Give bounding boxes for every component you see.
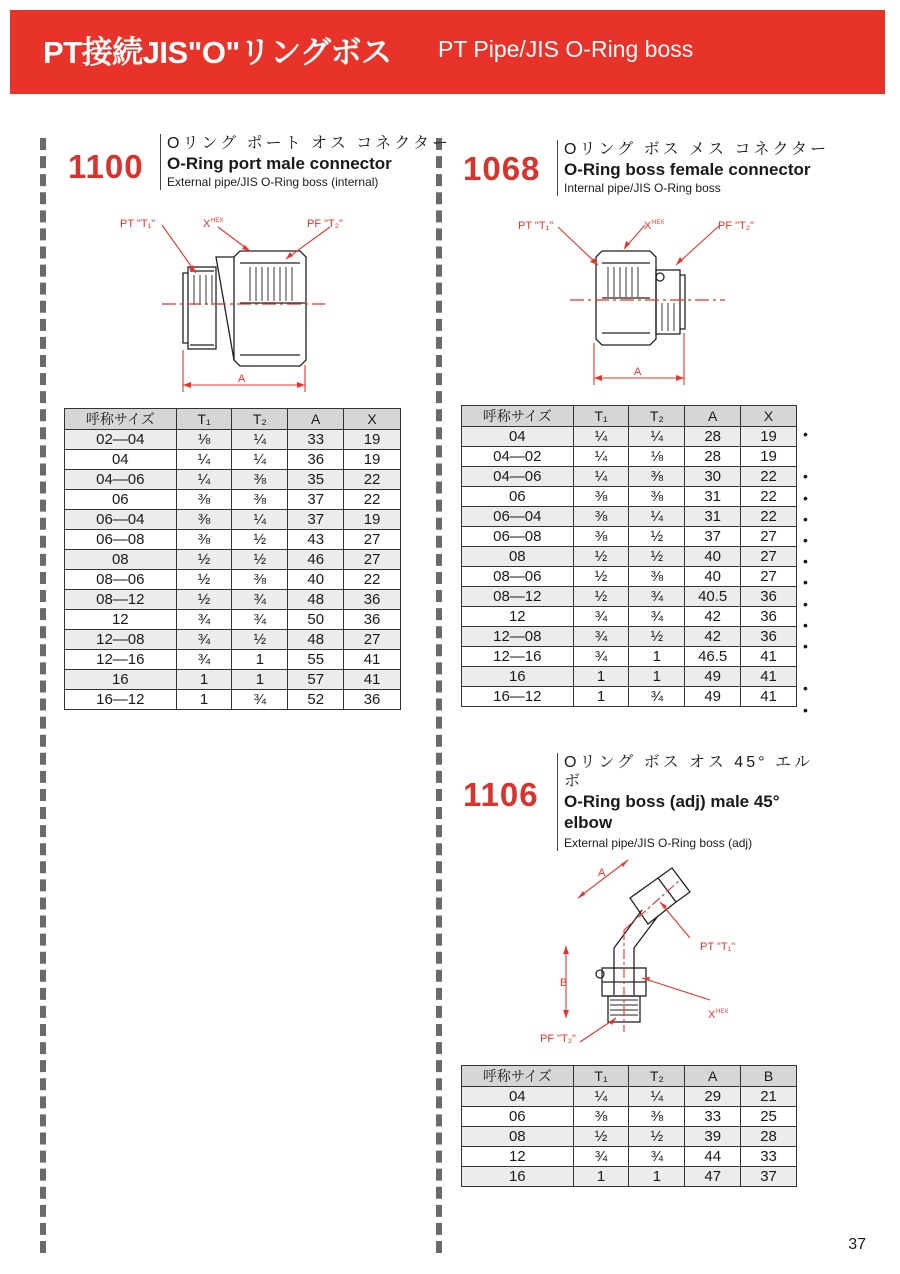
table-cell: ⅜	[232, 570, 288, 590]
page-title-en: PT Pipe/JIS O-Ring boss	[438, 36, 694, 62]
table-cell: ¾	[232, 590, 288, 610]
availability-mark: •	[803, 638, 808, 654]
table-cell: ½	[176, 590, 232, 610]
table-cell: ¼	[573, 1087, 629, 1107]
table-cell: 16—12	[462, 687, 574, 707]
table-cell: ½	[232, 530, 288, 550]
label-t1: PT "T₁"	[518, 220, 554, 232]
table-cell: ⅛	[176, 430, 232, 450]
availability-mark: •	[803, 468, 808, 485]
table-row	[462, 547, 797, 567]
table-cell: 48	[288, 630, 344, 650]
table-cell: 1	[232, 670, 288, 690]
table-cell: 12	[65, 610, 177, 630]
table-cell: ½	[629, 527, 685, 547]
table-cell: 28	[685, 427, 741, 447]
section-1068-title-jp: Oリング ボス メス コネクター	[564, 141, 830, 158]
table-cell: 36	[344, 610, 401, 630]
table-row	[462, 627, 797, 647]
section-1100-subtitle: External pipe/JIS O-Ring boss (internal)	[167, 175, 379, 189]
table-cell: ⅜	[573, 487, 629, 507]
label-t1: PT "T₁"	[120, 218, 156, 230]
table-cell: 02—04	[65, 430, 177, 450]
section-1106-title-jp: Oリング ボス オス 45° エルボ	[564, 754, 813, 790]
left-margin-rule	[40, 138, 46, 1253]
label-t2: PF "T₂"	[540, 1033, 576, 1045]
table-cell: ⅜	[629, 467, 685, 487]
table-cell: 16—12	[65, 690, 177, 710]
table-cell: ½	[232, 630, 288, 650]
table-cell: ¾	[629, 687, 685, 707]
table-cell: 06—08	[65, 530, 177, 550]
page-title-jp: PT接続JIS"O"リングボス	[43, 35, 392, 70]
table-cell: 36	[344, 590, 401, 610]
table-cell: 06—04	[462, 507, 574, 527]
table-cell: 1	[629, 647, 685, 667]
table-cell: ¼	[629, 1087, 685, 1107]
table-cell: 04	[462, 1087, 574, 1107]
label-hex: HEX	[716, 1009, 729, 1015]
table-cell: 36	[288, 450, 344, 470]
label-x: X	[708, 1009, 716, 1021]
table-cell: 33	[741, 1147, 797, 1167]
table-cell: ⅜	[176, 530, 232, 550]
availability-mark: •	[803, 616, 808, 633]
table-cell: ¼	[176, 450, 232, 470]
availability-mark: •	[803, 489, 808, 506]
table-cell: 22	[741, 507, 797, 527]
section-1068-subtitle: Internal pipe/JIS O-Ring boss	[564, 181, 721, 195]
label-hex: HEX	[652, 220, 665, 226]
table-cell: ½	[573, 587, 629, 607]
table-cell: 40	[685, 547, 741, 567]
table-cell: ¾	[232, 610, 288, 630]
availability-mark: •	[803, 680, 808, 697]
label-x: X	[644, 220, 652, 232]
table-cell: ¼	[176, 470, 232, 490]
table-cell: 41	[344, 650, 401, 670]
table-cell: ⅜	[176, 490, 232, 510]
elbow-body	[614, 910, 658, 948]
table-row	[65, 490, 401, 510]
table-cell: ½	[176, 550, 232, 570]
table-cell: 46.5	[685, 647, 741, 667]
section-1106-heading	[557, 753, 824, 851]
table-cell: ¼	[232, 450, 288, 470]
label-t2: PF "T₂"	[718, 220, 754, 232]
table-cell: 28	[685, 447, 741, 467]
section-1100-title-en: O-Ring port male connector	[167, 154, 392, 173]
column-divider-rule	[436, 138, 442, 1253]
table-cell: ½	[573, 1127, 629, 1147]
table-cell: 06	[65, 490, 177, 510]
table-cell: 40.5	[685, 587, 741, 607]
table-cell: 19	[344, 450, 401, 470]
table-cell: ⅛	[629, 447, 685, 467]
table-cell: 12—08	[65, 630, 177, 650]
table-row	[65, 670, 401, 690]
table-cell: 19	[344, 430, 401, 450]
table-cell: 27	[741, 567, 797, 587]
table-cell: 08	[462, 547, 574, 567]
table-cell: 12	[462, 607, 574, 627]
table-row	[65, 630, 401, 650]
table-row	[65, 570, 401, 590]
availability-mark: •	[803, 574, 808, 591]
table-cell: 55	[288, 650, 344, 670]
table-cell: ½	[176, 570, 232, 590]
table-cell: 04	[65, 450, 177, 470]
table-cell: 42	[685, 627, 741, 647]
table-cell: 36	[344, 690, 401, 710]
table-cell: 1	[573, 1167, 629, 1187]
availability-mark: •	[803, 510, 808, 527]
table-cell: 43	[288, 530, 344, 550]
spec-table-1106	[461, 1065, 797, 1187]
table-cell: 16	[462, 1167, 574, 1187]
table-cell: ¾	[573, 607, 629, 627]
table-cell: 41	[344, 670, 401, 690]
table-cell: 42	[685, 607, 741, 627]
col-header: A	[685, 1066, 741, 1087]
col-header: A	[685, 406, 741, 427]
table-cell: 33	[288, 430, 344, 450]
section-1106-subtitle: External pipe/JIS O-Ring boss (adj)	[564, 836, 753, 850]
table-cell: 25	[741, 1107, 797, 1127]
section-1100-title-jp: Oリング ポート オス コネクター	[167, 135, 451, 152]
section-1068-heading	[557, 140, 829, 196]
spec-table-1100	[64, 408, 401, 710]
table-row	[65, 470, 401, 490]
table-cell: ¾	[232, 690, 288, 710]
table-cell: ¾	[629, 1147, 685, 1167]
table-cell: 29	[685, 1087, 741, 1107]
table-cell: ¼	[573, 427, 629, 447]
table-row	[462, 1107, 797, 1127]
o-ring	[656, 273, 664, 281]
table-cell: ½	[232, 550, 288, 570]
table-cell: 08—12	[462, 587, 574, 607]
diagram-1100	[100, 205, 350, 400]
table-cell: 22	[344, 490, 401, 510]
table-cell: ¾	[573, 1147, 629, 1167]
label-b: B	[560, 977, 568, 989]
availability-mark: •	[803, 553, 808, 570]
male-thread	[183, 273, 188, 343]
table-cell: 27	[344, 550, 401, 570]
table-cell: 1	[573, 687, 629, 707]
table-cell: 21	[741, 1087, 797, 1107]
col-header: 呼称サイズ	[65, 409, 177, 430]
col-header: X	[741, 406, 797, 427]
table-row	[462, 567, 797, 587]
table-row	[65, 550, 401, 570]
table-cell: 50	[288, 610, 344, 630]
table-cell: 04—06	[462, 467, 574, 487]
o-ring	[596, 970, 604, 978]
table-cell: 27	[741, 527, 797, 547]
table-row	[462, 667, 797, 687]
table-cell: 41	[741, 647, 797, 667]
page-number: 37	[848, 1236, 866, 1253]
table-row	[462, 1147, 797, 1167]
section-1106-code: 1106	[463, 776, 539, 813]
table-row	[462, 1167, 797, 1187]
table-cell: 1	[176, 690, 232, 710]
label-a: A	[634, 366, 642, 378]
table-cell: ¼	[629, 427, 685, 447]
table-cell: ¾	[176, 630, 232, 650]
table-row	[65, 590, 401, 610]
table-cell: 30	[685, 467, 741, 487]
col-header: A	[288, 409, 344, 430]
table-cell: ¼	[232, 430, 288, 450]
table-cell: 37	[288, 510, 344, 530]
section-1068-title-en: O-Ring boss female connector	[564, 160, 811, 179]
col-header: X	[344, 409, 401, 430]
section-1068-code: 1068	[463, 150, 541, 187]
table-cell: 49	[685, 687, 741, 707]
table-header-row	[65, 409, 401, 430]
table-header-row	[462, 406, 797, 427]
table-cell: 48	[288, 590, 344, 610]
table-cell: 08—06	[462, 567, 574, 587]
section-1100-code: 1100	[68, 148, 144, 185]
table-cell: 04—06	[65, 470, 177, 490]
table-cell: ½	[629, 547, 685, 567]
table-cell: 08—06	[65, 570, 177, 590]
table-cell: 12—16	[65, 650, 177, 670]
section-1100-heading	[160, 134, 451, 190]
table-cell: 44	[685, 1147, 741, 1167]
label-t2: PF "T₂"	[307, 218, 343, 230]
table-cell: 22	[344, 570, 401, 590]
table-cell: 1	[176, 670, 232, 690]
table-row	[462, 687, 797, 707]
table-cell: 41	[741, 667, 797, 687]
table-cell: ⅜	[232, 490, 288, 510]
table-cell: 22	[741, 467, 797, 487]
table-cell: ¼	[573, 467, 629, 487]
table-row	[462, 467, 797, 487]
table-cell: ⅜	[629, 567, 685, 587]
table-row	[65, 610, 401, 630]
diagram-1068	[500, 205, 790, 395]
table-cell: 41	[741, 687, 797, 707]
col-header: T₂	[629, 1066, 685, 1087]
col-header: T₂	[629, 406, 685, 427]
table-cell: 39	[685, 1127, 741, 1147]
table-cell: 04—02	[462, 447, 574, 467]
table-row	[462, 1127, 797, 1147]
table-header-row	[462, 1066, 797, 1087]
table-row	[462, 507, 797, 527]
table-cell: 57	[288, 670, 344, 690]
table-cell: 22	[741, 487, 797, 507]
table-row	[65, 690, 401, 710]
col-header: T₁	[573, 1066, 629, 1087]
table-cell: ¾	[629, 607, 685, 627]
table-cell: 1	[573, 667, 629, 687]
table-cell: 36	[741, 627, 797, 647]
col-header: 呼称サイズ	[462, 1066, 574, 1087]
table-cell: 52	[288, 690, 344, 710]
spec-table-1068	[461, 405, 797, 707]
table-cell: 19	[741, 427, 797, 447]
table-row	[462, 447, 797, 467]
section-1106-title-en: O-Ring boss (adj) male 45° elbow	[564, 792, 780, 832]
diagram-1106	[530, 850, 790, 1060]
availability-mark: •	[803, 595, 808, 612]
table-cell: ⅜	[573, 507, 629, 527]
table-cell: ½	[629, 1127, 685, 1147]
table-cell: ¾	[629, 587, 685, 607]
label-t1: PT "T₁"	[700, 941, 736, 953]
table-row	[462, 487, 797, 507]
table-cell: 37	[288, 490, 344, 510]
table-cell: ⅜	[629, 487, 685, 507]
table-row	[65, 450, 401, 470]
table-row	[462, 647, 797, 667]
table-cell: 16	[65, 670, 177, 690]
table-row	[65, 430, 401, 450]
table-cell: ⅜	[232, 470, 288, 490]
table-cell: 22	[344, 470, 401, 490]
label-x: X	[203, 218, 211, 230]
table-cell: ¼	[232, 510, 288, 530]
table-row	[65, 650, 401, 670]
table-cell: 1	[629, 1167, 685, 1187]
table-cell: 28	[741, 1127, 797, 1147]
table-cell: ⅜	[573, 527, 629, 547]
table-cell: ¼	[629, 507, 685, 527]
table-cell: ⅜	[629, 1107, 685, 1127]
label-a: A	[238, 373, 246, 385]
table-cell: 46	[288, 550, 344, 570]
table-row	[462, 427, 797, 447]
table-cell: ½	[629, 627, 685, 647]
table-cell: 19	[344, 510, 401, 530]
table-cell: ¾	[573, 627, 629, 647]
label-hex: HEX	[211, 218, 224, 224]
table-cell: 06—04	[65, 510, 177, 530]
table-cell: 37	[685, 527, 741, 547]
table-cell: ¾	[176, 650, 232, 670]
table-cell: 33	[685, 1107, 741, 1127]
col-header: 呼称サイズ	[462, 406, 574, 427]
table-cell: ½	[573, 567, 629, 587]
table-row	[462, 1087, 797, 1107]
hex-body	[216, 251, 306, 366]
table-cell: 36	[741, 607, 797, 627]
table-cell: 27	[741, 547, 797, 567]
table-cell: 27	[344, 530, 401, 550]
label-a: A	[598, 867, 606, 879]
table-cell: 16	[462, 667, 574, 687]
table-cell: 27	[344, 630, 401, 650]
table-cell: 06—08	[462, 527, 574, 547]
table-cell: 19	[741, 447, 797, 467]
col-header: T₁	[176, 409, 232, 430]
table-cell: ⅜	[573, 1107, 629, 1127]
table-row	[462, 587, 797, 607]
table-cell: 06	[462, 487, 574, 507]
table-row	[462, 607, 797, 627]
table-cell: 35	[288, 470, 344, 490]
availability-mark: •	[803, 426, 808, 442]
table-cell: 36	[741, 587, 797, 607]
table-cell: ¾	[573, 647, 629, 667]
table-cell: 40	[685, 567, 741, 587]
table-cell: ¼	[573, 447, 629, 467]
table-cell: 08	[462, 1127, 574, 1147]
table-row	[65, 510, 401, 530]
table-cell: 1	[232, 650, 288, 670]
table-cell: 31	[685, 487, 741, 507]
table-row	[65, 530, 401, 550]
table-cell: 49	[685, 667, 741, 687]
table-cell: 06	[462, 1107, 574, 1127]
table-cell: 1	[629, 667, 685, 687]
availability-mark: •	[803, 701, 808, 718]
col-header: T₂	[232, 409, 288, 430]
table-cell: 40	[288, 570, 344, 590]
header-banner	[10, 10, 885, 94]
table-cell: ¾	[176, 610, 232, 630]
table-cell: 08—12	[65, 590, 177, 610]
table-cell: 37	[741, 1167, 797, 1187]
col-header: B	[741, 1066, 797, 1087]
availability-mark: •	[803, 532, 808, 548]
table-cell: 47	[685, 1167, 741, 1187]
table-cell: 31	[685, 507, 741, 527]
table-cell: 12	[462, 1147, 574, 1167]
table-cell: 08	[65, 550, 177, 570]
col-header: T₁	[573, 406, 629, 427]
table-row	[462, 527, 797, 547]
table-cell: 12—08	[462, 627, 574, 647]
table-cell: ½	[573, 547, 629, 567]
table-cell: 04	[462, 427, 574, 447]
table-cell: ⅜	[176, 510, 232, 530]
table-cell: 12—16	[462, 647, 574, 667]
